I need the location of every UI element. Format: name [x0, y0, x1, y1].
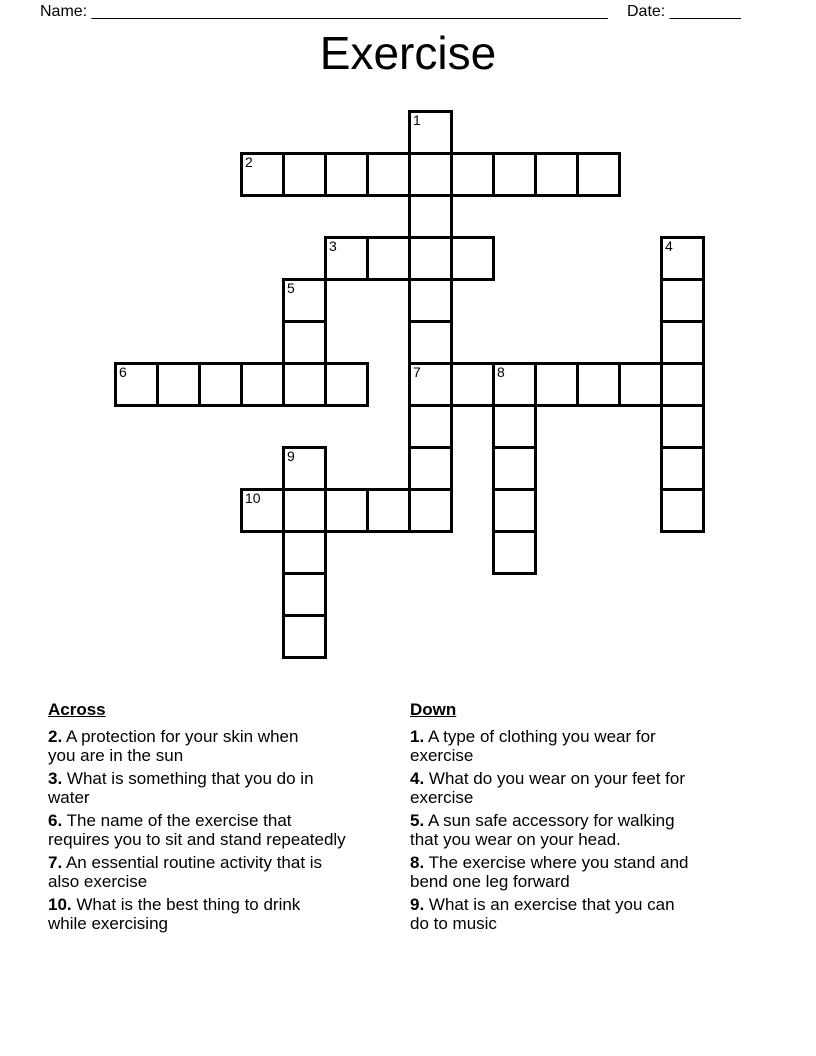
grid-cell[interactable]: [492, 488, 537, 533]
grid-cell[interactable]: [534, 362, 579, 407]
grid-cell[interactable]: [282, 278, 327, 323]
grid-cell[interactable]: [156, 362, 201, 407]
clue-line: 2. A protection for your skin when: [48, 726, 299, 746]
clue-number: 5.: [410, 810, 425, 830]
clue-item-1-down: [410, 727, 688, 766]
clue-number: 7.: [48, 852, 63, 872]
grid-cell[interactable]: [366, 236, 411, 281]
grid-cell[interactable]: [282, 614, 327, 659]
grid-cell[interactable]: [324, 488, 369, 533]
grid-cell[interactable]: [618, 362, 663, 407]
grid-cell[interactable]: [576, 152, 621, 197]
clue-line: also exercise: [48, 872, 148, 891]
name-blank-line[interactable]: __________________________________________________________: [91, 3, 608, 20]
grid-cell[interactable]: [492, 530, 537, 575]
grid-cell[interactable]: [324, 152, 369, 197]
across-clue-list: [48, 727, 346, 934]
puzzle-title: Exercise: [319, 27, 497, 79]
grid-cell[interactable]: [408, 194, 453, 239]
grid-cell[interactable]: [282, 362, 327, 407]
grid-cell[interactable]: [282, 488, 327, 533]
grid-cell[interactable]: [282, 152, 327, 197]
down-clue-list: [410, 727, 688, 934]
clue-line: exercise: [410, 746, 474, 765]
clue-line: water: [48, 788, 90, 807]
clue-item-3-across: [48, 769, 346, 808]
clue-number: 4.: [410, 768, 425, 788]
clue-number: 9.: [410, 894, 425, 914]
clue-line: requires you to sit and stand repeatedly: [48, 830, 346, 849]
grid-cell[interactable]: [366, 488, 411, 533]
cell-number: 3: [329, 238, 337, 254]
grid-cell[interactable]: [324, 236, 369, 281]
cell-number: 8: [497, 364, 505, 380]
grid-cell[interactable]: [366, 152, 411, 197]
date-field-group: [627, 3, 741, 21]
clue-item-10-across: [48, 895, 346, 934]
grid-cell[interactable]: [240, 488, 285, 533]
clue-line: do to music: [410, 914, 497, 933]
grid-cell[interactable]: [492, 152, 537, 197]
grid-cell[interactable]: [660, 278, 705, 323]
clue-item-4-down: [410, 769, 688, 808]
clue-item-6-across: [48, 811, 346, 850]
clue-line: 10. What is the best thing to drink: [48, 894, 301, 914]
across-heading: Across: [48, 700, 106, 719]
grid-cell[interactable]: [492, 404, 537, 449]
grid-cell[interactable]: [282, 572, 327, 617]
clue-number: 1.: [410, 726, 425, 746]
grid-cell[interactable]: [408, 488, 453, 533]
cell-number: 5: [287, 280, 295, 296]
date-label: Date:: [627, 3, 666, 20]
grid-cell[interactable]: [660, 488, 705, 533]
cell-number: 2: [245, 154, 253, 170]
grid-cell[interactable]: [282, 530, 327, 575]
clue-item-9-down: [410, 895, 688, 934]
cell-number: 10: [245, 490, 261, 506]
clue-line: bend one leg forward: [410, 872, 570, 891]
grid-cell[interactable]: [576, 362, 621, 407]
clue-line: 6. The name of the exercise that: [48, 810, 292, 830]
clue-item-2-across: [48, 727, 346, 766]
clue-line: that you wear on your head.: [410, 830, 621, 849]
clue-number: 10.: [48, 894, 72, 914]
clue-line: 4. What do you wear on your feet for: [410, 768, 685, 788]
clue-number: 3.: [48, 768, 63, 788]
grid-cell[interactable]: [492, 362, 537, 407]
clue-item-8-down: [410, 853, 688, 892]
grid-cell[interactable]: [660, 236, 705, 281]
clue-number: 2.: [48, 726, 63, 746]
clue-line: 8. The exercise where you stand and: [410, 852, 689, 872]
cell-number: 4: [665, 238, 673, 254]
cell-number: 7: [413, 364, 421, 380]
grid-cell[interactable]: [492, 446, 537, 491]
grid-cell[interactable]: [660, 362, 705, 407]
grid-cell[interactable]: [408, 110, 453, 155]
clue-line: 7. An essential routine activity that is: [48, 852, 323, 872]
name-label: Name:: [40, 3, 88, 20]
grid-cell[interactable]: [408, 320, 453, 365]
clue-line: 1. A type of clothing you wear for: [410, 726, 656, 746]
cell-number: 9: [287, 448, 295, 464]
grid-cell[interactable]: [240, 152, 285, 197]
grid-cell[interactable]: [534, 152, 579, 197]
clue-line: you are in the sun: [48, 746, 184, 765]
grid-cell[interactable]: [324, 362, 369, 407]
down-clues-section: [410, 700, 688, 937]
clue-number: 6.: [48, 810, 63, 830]
grid-cell[interactable]: [408, 404, 453, 449]
clue-item-5-down: [410, 811, 688, 850]
worksheet-header: [0, 3, 816, 27]
cell-number: 1: [413, 112, 421, 128]
crossword-grid: [114, 110, 705, 659]
grid-cell[interactable]: [282, 320, 327, 365]
across-clues-section: [48, 700, 346, 937]
grid-cell[interactable]: [450, 362, 495, 407]
clue-item-7-across: [48, 853, 346, 892]
grid-cell[interactable]: [114, 362, 159, 407]
grid-cell[interactable]: [450, 152, 495, 197]
grid-cell[interactable]: [408, 152, 453, 197]
date-blank-line[interactable]: ________: [669, 3, 741, 20]
clue-line: exercise: [410, 788, 474, 807]
clue-line: 9. What is an exercise that you can: [410, 894, 675, 914]
grid-cell[interactable]: [282, 446, 327, 491]
clue-line: 5. A sun safe accessory for walking: [410, 810, 675, 830]
grid-cell[interactable]: [198, 362, 243, 407]
grid-cell[interactable]: [240, 362, 285, 407]
name-field-group: [40, 3, 608, 21]
down-heading: Down: [410, 700, 457, 719]
clue-line: while exercising: [48, 914, 168, 933]
grid-cell[interactable]: [660, 446, 705, 491]
grid-cell[interactable]: [408, 362, 453, 407]
grid-cell[interactable]: [408, 278, 453, 323]
grid-cell[interactable]: [450, 236, 495, 281]
cell-number: 6: [119, 364, 127, 380]
clue-line: 3. What is something that you do in: [48, 768, 314, 788]
grid-cell[interactable]: [408, 446, 453, 491]
grid-cell[interactable]: [660, 320, 705, 365]
grid-cell[interactable]: [408, 236, 453, 281]
grid-cell[interactable]: [660, 404, 705, 449]
clue-number: 8.: [410, 852, 425, 872]
